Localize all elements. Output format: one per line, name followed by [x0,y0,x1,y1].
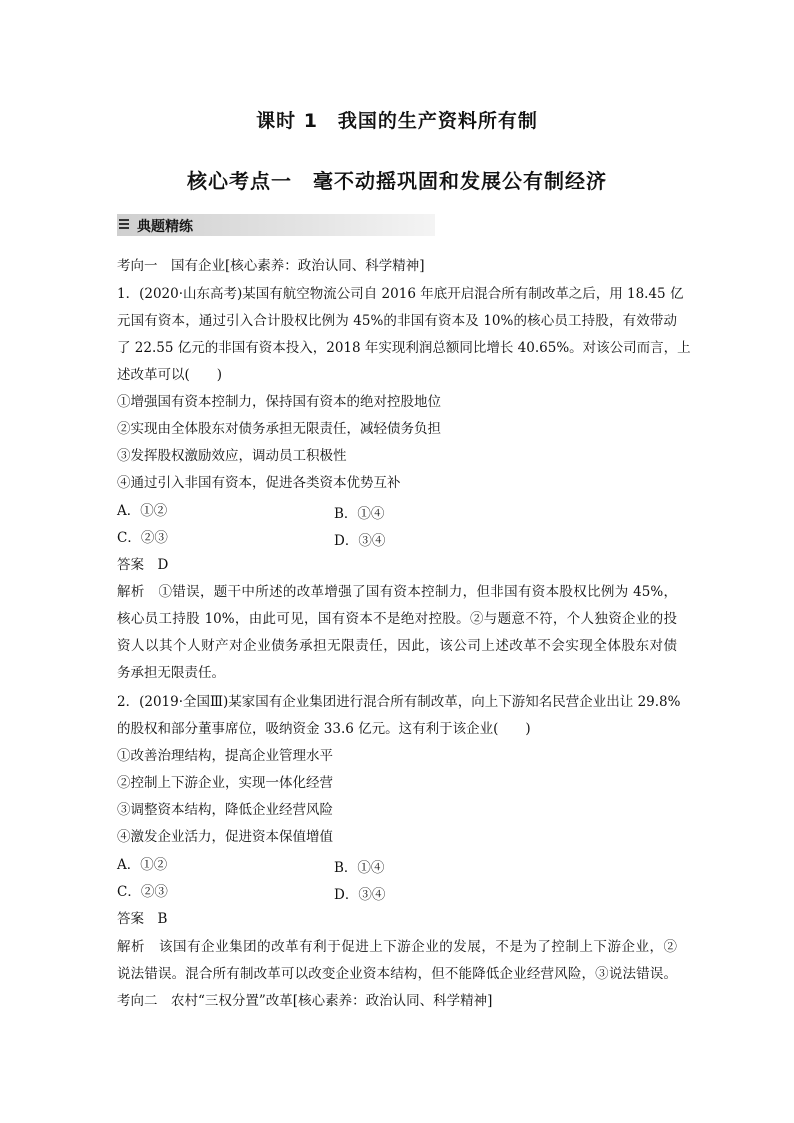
q2-analysis-line: 解析 该国有企业集团的改革有利于促进上下游企业的发展，不是为了控制上下游企业，② [117,939,677,955]
q1-statement: ③发挥股权激励效应，调动员工积极性 [117,448,347,464]
q1-statement: ④通过引入非国有资本，促进各类资本优势互补 [117,475,401,491]
q1-choice-b: B．①④ [334,506,385,522]
q2-statement: ④激发企业活力，促进资本保值增值 [117,829,333,845]
section-label: 典题精练 [137,219,193,235]
q1-stem-line: 述改革可以( ) [117,367,223,383]
core-point-title: 核心考点一 毫不动摇巩固和发展公有制经济 [187,169,607,193]
q1-choice-a: A．①② [117,503,168,519]
q1-analysis-line: 核心员工持股 10%，由此可见，国有资本不是绝对控股。②与题意不符，个人独资企业的投 [117,611,677,627]
q1-analysis-line: 资人以其个人财产对企业债务承担无限责任，因此，该公司上述改革不会实现全体股东对债 [117,638,677,654]
q1-choice-c: C．②③ [117,530,168,546]
q2-statement: ②控制上下游企业，实现一体化经营 [117,775,333,791]
q1-statement: ②实现由全体股东对债务承担无限责任，减轻债务负担 [117,421,441,437]
q2-choice-d: D．③④ [334,887,386,903]
direction-heading-2: 考向二 农村“三权分置”改革[核心素养：政治认同、科学精神] [117,993,493,1009]
q1-stem-line: 1．(2020·山东高考)某国有航空物流公司自 2016 年底开启混合所有制改革之后，用 18.45 亿 [117,286,684,302]
q2-choice-c: C．②③ [117,884,168,900]
q1-analysis-line: 务承担无限责任。 [117,665,225,681]
q1-choice-d: D．③④ [334,533,386,549]
q2-choice-b: B．①④ [334,860,385,876]
section-marker-icon [119,219,129,231]
q2-stem-line: 2．(2019·全国Ⅲ)某家国有企业集团进行混合所有制改革，向上下游知名民营企业出让 29.8% [117,694,681,710]
q2-choice-a: A．①② [117,857,168,873]
section-header [117,214,435,236]
direction-heading-1: 考向一 国有企业[核心素养：政治认同、科学精神] [117,258,425,274]
lesson-title: 课时 1 我国的生产资料所有制 [256,110,538,132]
q1-answer: 答案 D [117,557,169,573]
q1-statement: ①增强国有资本控制力，保持国有资本的绝对控股地位 [117,394,441,410]
q1-stem-line: 元国有资本，通过引入合计股权比例为 45%的非国有资本及 10%的核心员工持股，有效带动 [117,313,677,329]
q1-stem-line: 了 22.55 亿元的非国有资本投入，2018 年实现利润总额同比增长 40.65%。对该公司而言，上 [117,340,691,356]
q2-statement: ③调整资本结构，降低企业经营风险 [117,802,333,818]
q1-analysis-line: 解析 ①错误，题干中所述的改革增强了国有资本控制力，但非国有资本股权比例为 45%， [117,584,677,600]
q2-stem-line: 的股权和部分董事席位，吸纳资金 33.6 亿元。这有利于该企业( ) [117,721,531,737]
q2-answer: 答案 B [117,911,168,927]
q2-analysis-line: 说法错误。混合所有制改革可以改变企业资本结构，但不能降低企业经营风险，③说法错误。 [117,966,677,982]
q2-statement: ①改善治理结构，提高企业管理水平 [117,748,333,764]
